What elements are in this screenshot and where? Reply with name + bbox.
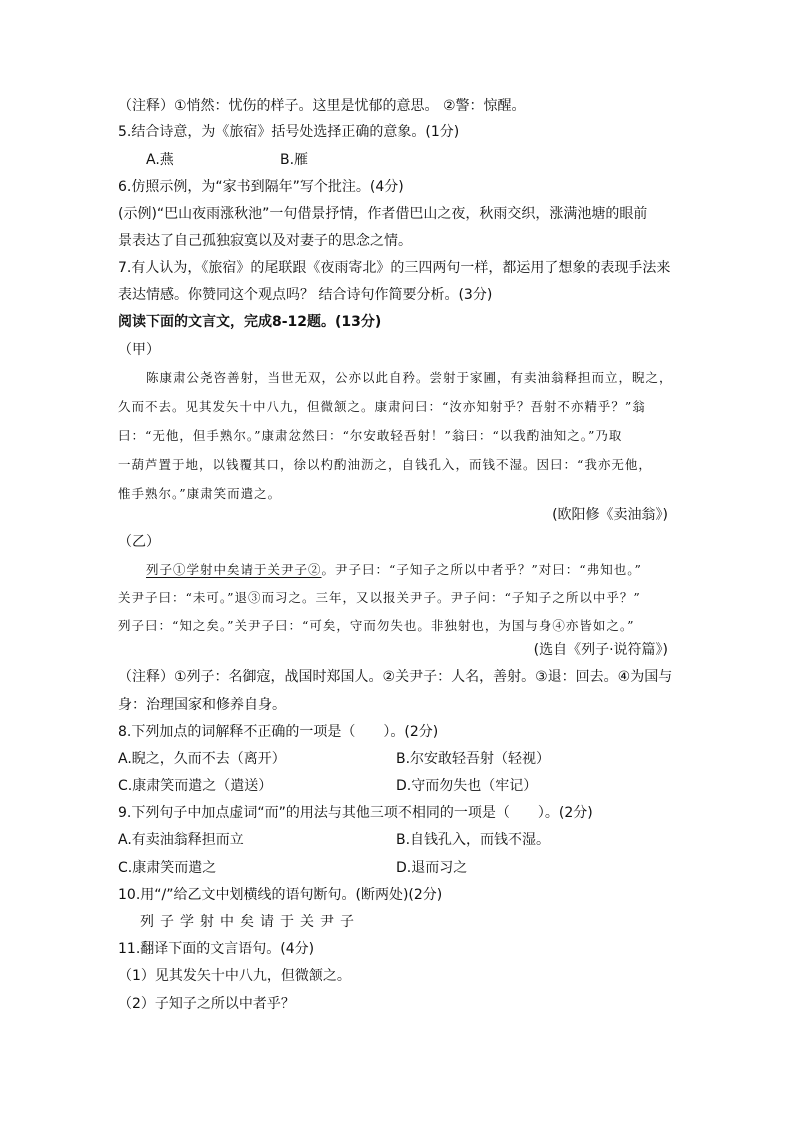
passage-a-line: 惟手熟尔。”康肃笑而遣之。 [118, 486, 282, 501]
q8-options [118, 749, 551, 769]
question-8: 8.下列加点的词解释不正确的一项是（ ）。(2分) [118, 724, 439, 740]
passage-b-line1-rest: 。尹子曰：“子知子之所以中者乎？”对曰：“弗知也。” [321, 562, 642, 577]
passage-a-line: 久而不去。见其发矢十中八九，但微颔之。康肃问曰：“汝亦知射乎？吾射不亦精乎？”翁 [118, 399, 646, 414]
passage-a-label: （甲） [118, 342, 160, 358]
question-7-line1: 7.有人认为，《旅宿》的尾联跟《夜雨寄北》的三四两句一样，都运用了想象的表现手法来 [118, 260, 671, 276]
q5-option-a: A.燕 [146, 152, 174, 168]
question-7-line2: 表达情感。你赞同这个观点吗？ 结合诗句作简要分析。(3分) [118, 287, 493, 303]
passage-note-line1: （注释）①列子：名御寇，战国时郑国人。②关尹子：人名，善射。③退：回去。④为国与 [118, 669, 673, 685]
passage-b-line [146, 560, 642, 580]
q11-item-1: （1）见其发矢十中八九，但微颔之。 [118, 968, 351, 984]
question-11: 11.翻译下面的文言语句。(4分) [118, 941, 315, 957]
passage-b-line: 列子曰：“知之矣。”关尹子曰：“可矣，守而勿失也。非独射也，为国与身④亦皆如之。” [118, 618, 635, 633]
q8-option-a: A.睨之，久而不去（离开） [118, 751, 286, 767]
passage-b-label: （乙） [118, 534, 160, 550]
passage-b-source: (选自《列子·说符篇》) [533, 642, 668, 658]
q9-options [118, 830, 551, 850]
q6-example-line2: 景表达了自己孤独寂寞以及对妻子的思念之情。 [118, 233, 412, 249]
passage-a-line: 曰：“无他，但手熟尔。”康肃忿然曰：“尔安敢轻吾射！”翁曰：“以我酌油知之。”乃取 [118, 428, 623, 443]
passage-b-line: 关尹子曰：“未可。”退③而习之。三年，又以报关尹子。尹子问：“子知子之所以中乎？” [118, 590, 641, 605]
q8-options [118, 776, 538, 796]
q8-option-c: C.康肃笑而遣之（遣送） [118, 778, 273, 794]
q8-option-b: B.尔安敢轻吾射（轻视） [396, 751, 551, 767]
passage-note-line2: 身：治理国家和修养自身。 [118, 697, 286, 713]
q9-options [118, 858, 468, 878]
question-5: 5.结合诗意，为《旅宿》括号处选择正确的意象。(1分) [118, 124, 460, 140]
q9-option-b: B.自钱孔入，而钱不湿。 [396, 832, 551, 848]
q11-item-2: （2）子知子之所以中者乎？ [118, 996, 295, 1012]
poem-note: （注释）①悄然：忧伤的样子。这里是忧郁的意思。 ②警：惊醒。 [118, 98, 526, 114]
question-9: 9.下列句子中加点虚词“而”的用法与其他三项不相同的一项是（ ）。(2分) [118, 805, 593, 821]
q5-option-b: B.雁 [280, 152, 309, 168]
underlined-sentence: 列子①学射中矣请于关尹子② [146, 562, 322, 577]
passage-a-line: 一葫芦置于地，以钱覆其口，徐以杓酌油沥之，自钱孔入，而钱不湿。因曰：“我亦无他， [118, 457, 652, 472]
passage-a-line: 陈康肃公尧咨善射，当世无双，公亦以此自矜。尝射于家圃，有卖油翁释担而立，睨之， [146, 370, 673, 385]
passage-a-source: (欧阳修《卖油翁》) [552, 507, 668, 523]
q8-option-d: D.守而勿失也（牢记） [396, 778, 538, 794]
section-title: 阅读下面的文言文，完成8-12题。(13分) [118, 314, 382, 330]
q9-option-d: D.退而习之 [396, 860, 468, 876]
q10-sentence: 列子学射中矣请于关尹子 [140, 914, 360, 930]
q9-option-a: A.有卖油翁释担而立 [118, 832, 244, 848]
q6-example-line1: (示例)“巴山夜雨涨秋池”一句借景抒情，作者借巴山之夜，秋雨交织，涨满池塘的眼前 [118, 206, 648, 222]
question-6: 6.仿照示例，为“家书到隔年”写个批注。(4分) [118, 179, 404, 195]
question-10: 10.用“/”给乙文中划横线的语句断句。(断两处)(2分) [118, 887, 443, 903]
q9-option-c: C.康肃笑而遣之 [118, 860, 217, 876]
